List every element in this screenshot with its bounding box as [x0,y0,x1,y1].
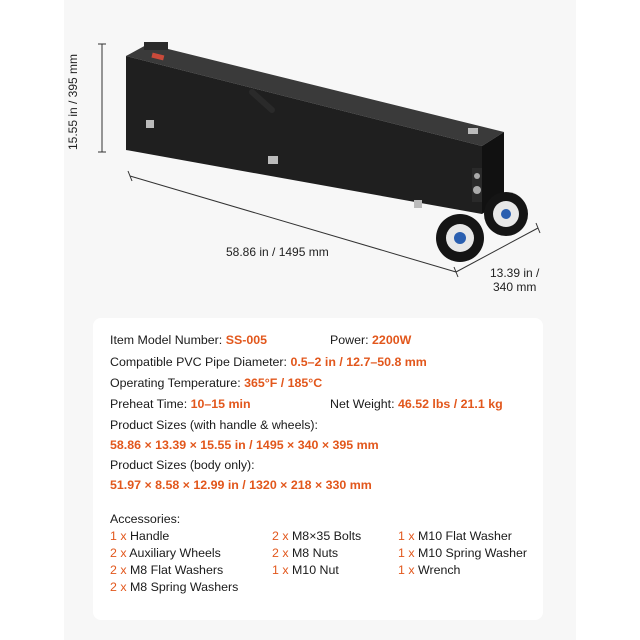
power-row [330,333,411,348]
temperature-label: Operating Temperature: [110,376,241,390]
accessory-item [110,546,221,561]
temperature-value: 365°F / 185°C [244,376,323,390]
accessory-qty: 2 x [272,529,289,543]
size-body-label: Product Sizes (body only): [110,458,255,472]
accessory-item [110,529,169,544]
accessory-name: M8 Flat Washers [129,563,224,577]
depth-line-1: 13.39 in / [490,266,540,280]
accessory-name: Auxiliary Wheels [129,546,221,560]
accessory-item [272,546,338,561]
temperature-row [110,376,322,391]
accessory-qty: 2 x [272,546,289,560]
accessory-name: M10 Spring Washer [417,546,528,560]
accessory-item [272,529,361,544]
accessory-item [398,563,460,578]
accessory-name: M8 Nuts [291,546,339,560]
weight-label: Net Weight: [330,397,395,411]
accessory-qty: 2 x [110,546,127,560]
pipe-value: 0.5–2 in / 12.7–50.8 mm [290,355,427,369]
accessory-name: M8×35 Bolts [291,529,362,543]
size-full-value: 58.86 × 13.39 × 15.55 in / 1495 × 340 × 395 mm [110,438,379,452]
accessory-name: M10 Nut [291,563,339,577]
pipe-row [110,355,427,370]
preheat-label: Preheat Time: [110,397,188,411]
model-row [110,333,267,348]
weight-value: 46.52 lbs / 21.1 kg [397,397,503,411]
product-image [64,0,576,310]
depth-dimension [490,266,539,294]
model-value: SS-005 [225,333,268,347]
accessory-qty: 1 x [110,529,127,543]
accessory-qty: 2 x [110,563,127,577]
power-label: Power: [330,333,369,347]
size-full-label: Product Sizes (with handle & wheels): [110,418,318,432]
length-dimension: 58.86 in / 1495 mm [226,245,329,259]
accessory-item [110,563,223,578]
accessory-item [272,563,339,578]
accessory-qty: 1 x [398,529,415,543]
pipe-heater-illustration [64,0,576,310]
size-body-value: 51.97 × 8.58 × 12.99 in / 1320 × 218 × 330 mm [110,478,372,492]
accessory-name: Wrench [417,563,461,577]
power-value: 2200W [372,333,412,347]
accessory-name: M8 Spring Washers [129,580,239,594]
accessory-name: M10 Flat Washer [417,529,512,543]
accessory-qty: 1 x [398,546,415,560]
pipe-label: Compatible PVC Pipe Diameter: [110,355,287,369]
accessory-qty: 1 x [272,563,289,577]
accessories-title: Accessories: [110,512,181,526]
preheat-value: 10–15 min [190,397,251,411]
accessory-item [398,546,527,561]
depth-line-2: 340 mm [493,280,537,294]
accessory-qty: 1 x [398,563,415,577]
accessory-item [110,580,238,595]
height-dimension: 15.55 in / 395 mm [66,53,80,151]
accessory-item [398,529,512,544]
accessory-qty: 2 x [110,580,127,594]
accessory-name: Handle [129,529,170,543]
preheat-row [110,397,251,412]
weight-row [330,397,503,412]
model-label: Item Model Number: [110,333,223,347]
